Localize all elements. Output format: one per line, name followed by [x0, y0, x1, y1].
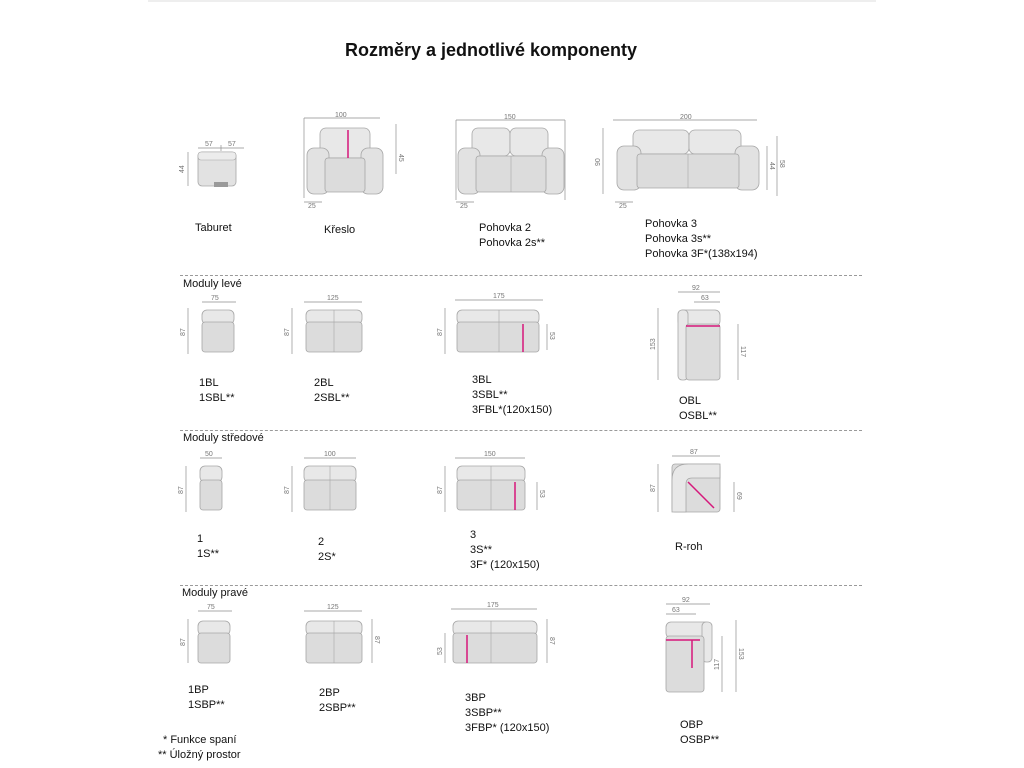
kreslo-dim-arm: 25 — [308, 203, 316, 210]
module-3-dim-side: 53 — [538, 490, 545, 498]
module-1-figure — [180, 452, 236, 516]
module-3-figure — [437, 452, 549, 516]
module-rroh-dim-height: 87 — [650, 484, 657, 492]
module-3-dim-height: 87 — [437, 486, 444, 494]
pohovka2-dim-arm: 25 — [460, 203, 468, 210]
module-1-label: 1 1S** — [197, 533, 220, 560]
module-2bp-dim-height: 87 — [373, 636, 380, 644]
section-label-prave: Moduly pravé — [182, 587, 249, 599]
pohovka3-dim-seat: 44 — [768, 162, 775, 170]
module-3bl-dim-width: 175 — [493, 293, 505, 300]
section-divider — [180, 585, 862, 586]
module-1bl-figure — [182, 296, 242, 358]
footnote-storage: ** Úložný prostor — [158, 749, 241, 761]
footnote-sleep: * Funkce spaní — [163, 734, 237, 746]
module-3bl-label: 3BL 3SBL** 3FBL*(120x150) — [472, 374, 553, 416]
page-title: Rozměry a jednotlivé komponenty — [344, 40, 638, 60]
module-obp-dim-width: 92 — [682, 597, 690, 604]
kreslo-label: Křeslo — [324, 224, 356, 236]
module-3bp-dim-width: 175 — [487, 602, 499, 609]
module-3bl-dim-side: 53 — [548, 332, 555, 340]
module-obp-dim-height: 153 — [737, 648, 744, 660]
taburet-dim-w2: 57 — [228, 141, 236, 148]
module-obp-label: OBP OSBP** — [680, 719, 720, 746]
module-2bl-dim-height: 87 — [284, 328, 291, 336]
module-1bl-dim-width: 75 — [211, 295, 219, 302]
module-1-dim-width: 50 — [205, 451, 213, 458]
taburet-label: Taburet — [195, 222, 232, 234]
module-obl-dim-height: 153 — [650, 338, 657, 350]
section-divider — [180, 275, 862, 276]
kreslo-dim-width: 100 — [335, 112, 347, 119]
module-obp-figure — [652, 596, 748, 704]
module-3bp-dim-side: 53 — [437, 647, 444, 655]
module-rroh-dim-side: 69 — [735, 492, 742, 500]
kreslo-dim-seat: 45 — [397, 154, 404, 162]
module-obl-dim-inner: 63 — [701, 295, 709, 302]
footnotes — [158, 733, 241, 763]
module-3-label: 3 3S** 3F* (120x150) — [470, 529, 540, 571]
module-2-figure — [286, 452, 366, 516]
pohovka3-label: Pohovka 3 Pohovka 3s** Pohovka 3F*(138x194) — [645, 218, 758, 260]
module-1bl-dim-height: 87 — [180, 328, 187, 336]
module-rroh-dim-width: 87 — [690, 449, 698, 456]
section-label-leve: Moduly levé — [183, 278, 242, 290]
taburet-dim-w1: 57 — [205, 141, 213, 148]
module-obp-dim-inner: 63 — [672, 607, 680, 614]
module-rroh-label: R-roh — [675, 541, 703, 553]
module-1bp-label: 1BP 1SBP** — [188, 684, 225, 711]
module-2bp-figure — [296, 605, 382, 667]
pohovka3-dim-width: 200 — [680, 114, 692, 121]
module-3bl-figure — [437, 294, 557, 358]
module-obl-dim-width: 92 — [692, 285, 700, 292]
top-border-line — [148, 0, 876, 2]
module-2-dim-width: 100 — [324, 451, 336, 458]
pohovka3-dim-arm: 25 — [619, 203, 627, 210]
module-2bl-dim-width: 125 — [327, 295, 339, 302]
section-label-stredove: Moduly středové — [183, 432, 264, 444]
module-3-dim-width: 150 — [484, 451, 496, 458]
pohovka3-dim-height: 90 — [595, 158, 602, 166]
module-1-dim-height: 87 — [178, 486, 185, 494]
module-3bl-dim-height: 87 — [437, 328, 444, 336]
module-3bp-dim-height: 87 — [548, 637, 555, 645]
module-1bl-label: 1BL 1SBL** — [199, 377, 235, 404]
taburet-figure — [179, 141, 248, 192]
module-rroh-figure — [650, 450, 746, 520]
module-1bp-dim-height: 87 — [180, 638, 187, 646]
taburet-dim-h: 44 — [179, 165, 186, 173]
module-2bl-figure — [286, 296, 376, 358]
module-obp-dim-depth: 117 — [714, 658, 721, 670]
module-2-dim-height: 87 — [284, 486, 291, 494]
kreslo-figure — [300, 114, 410, 210]
module-obl-dim-depth: 117 — [739, 346, 746, 358]
module-1bp-figure — [182, 605, 242, 667]
pohovka2-label: Pohovka 2 Pohovka 2s** — [479, 222, 546, 249]
module-1bp-dim-width: 75 — [207, 604, 215, 611]
section-divider — [180, 430, 862, 431]
module-3bp-label: 3BP 3SBP** 3FBP* (120x150) — [465, 692, 550, 734]
module-obl-figure — [650, 284, 746, 388]
module-2-label: 2 2S* — [318, 536, 336, 563]
module-obl-label: OBL OSBL** — [679, 395, 717, 422]
module-2bl-label: 2BL 2SBL** — [314, 377, 350, 404]
pohovka2-figure — [450, 116, 575, 210]
module-2bp-label: 2BP 2SBP** — [319, 687, 356, 714]
pohovka2-dim-width: 150 — [504, 114, 516, 121]
module-3bp-figure — [437, 603, 557, 667]
pohovka3-dim-depth: 58 — [778, 160, 785, 168]
module-2bp-dim-width: 125 — [327, 604, 339, 611]
pohovka3-figure — [595, 114, 785, 210]
